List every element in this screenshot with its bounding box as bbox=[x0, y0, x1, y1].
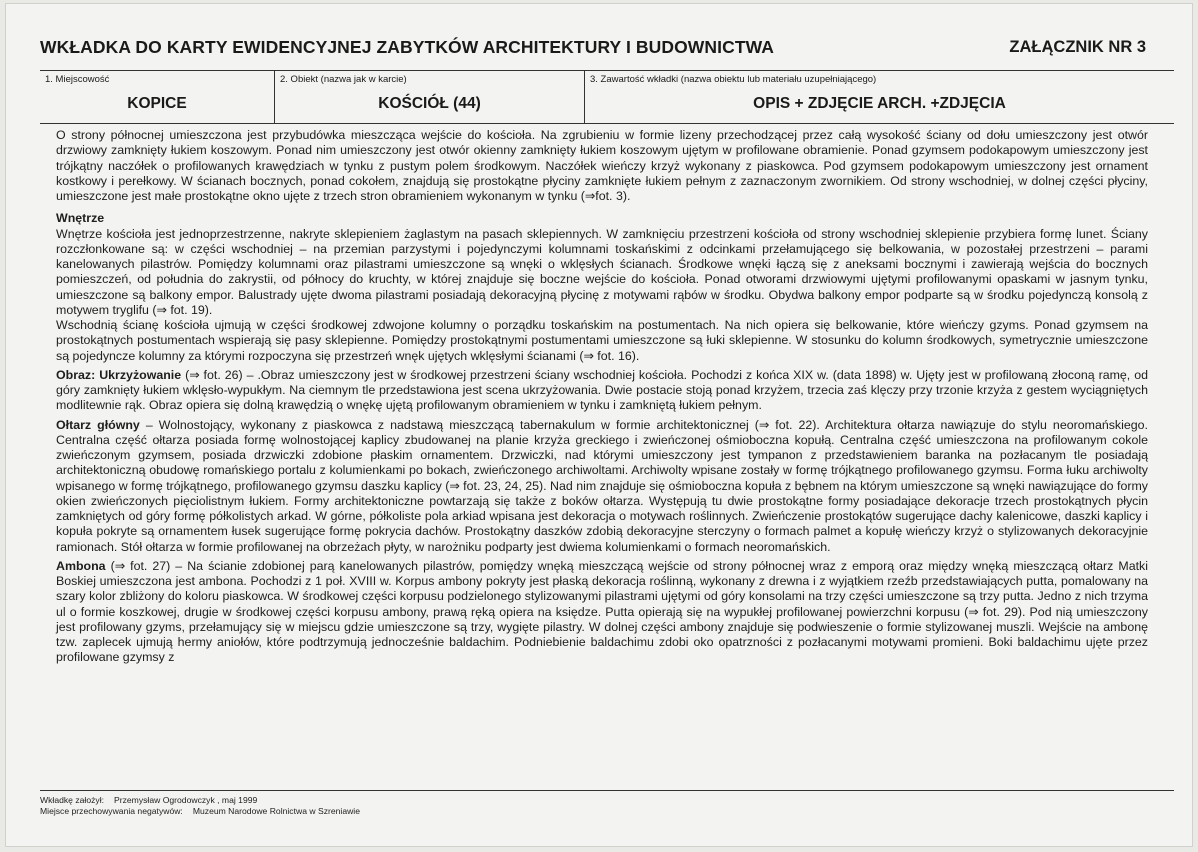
field-contents-label: 3. Zawartość wkładki (nazwa obiektu lub materiału uzupełniającego) bbox=[590, 74, 877, 85]
painting-heading: Obraz: Ukrzyżowanie bbox=[56, 367, 182, 382]
paragraph-interior-1: Wnętrze kościoła jest jednoprzestrzenne, nakryte sklepieniem żaglastym na pasach sklepiennych. W zamknięciu przestrzeni kościoła od strony wschodniej sklepienie przybiera formę lunet. Ściany rozczłonkowane są: w części wschodniej – na przemian parzystymi i pojedynczymi kolumnami toskańskimi z odcinkami przełamującego się belkowania, w pozostałej przestrzeni – parami kanelowanych pilastrów. Pomiędzy kolumnami oraz pilastrami umieszczone są wnęki o wklęsłych ścianach. Środkowe wnęki łączą się z aneksami bocznymi i zawierają wejścia do bocznych pomieszczeń, od południa do zakrystii, od północy do kruchty, w której znajduje się boczne wejście do kościoła. Ponad otworami drzwiowymi ujętymi profilowanymi opaskami w jasnym tynku, umieszczone są balkony empor. Balustrady ujęte dwoma pilastrami posiadają dekoracyjną płycinę z motywami rąbów w środku. Obydwa balkony empor podparte są w środku pojedynczą konsolą z motywem tryglifu (⇒ fot. 19). bbox=[56, 226, 1148, 317]
field-object bbox=[274, 71, 584, 123]
paragraph-main-altar bbox=[56, 418, 1148, 555]
altar-heading: Ołtarz główny bbox=[56, 417, 140, 432]
footer-author-label: Wkładkę założył: bbox=[40, 795, 104, 805]
annex-number: ZAŁĄCZNIK NR 3 bbox=[1009, 37, 1146, 56]
document-header bbox=[40, 34, 1152, 60]
footer-author-row bbox=[40, 795, 1174, 806]
painting-text: (⇒ fot. 26) – .Obraz umieszczony jest w środkowej przestrzeni ściany wschodniej kościoła. Pochodzi z końca XIX w. (data 1898) w. Ujęty jest w profilowaną złoconą ramę, od góry zamknięty łukiem wklęsło-wypukłym. Na ciemnym tle przedstawiona jest scena ukrzyżowania. Dwie postacie stoją ponad krzyżem, trzecia zaś klęczy przy trzonie krzyża z gestem wyciągniętych modlitewnie rąk. Obraz opiera się dolną krawędzią o wnękę ujętą profilowanym obramieniem w tynku i zamkniętą łukiem pełnym. bbox=[56, 367, 1148, 413]
altar-text: – Wolnostojący, wykonany z piaskowca z nadstawą mieszczącą tabernakulum w formie architektonicznej (⇒ fot. 22). Architektura ołtarza nawiązuje do stylu neoromańskiego. Centralna część ołtarza posiada formę wolnostojącej kaplicy zbudowanej na planie krzyża greckiego i zwieńczonej ośmioboczna kopułą. Centralna część umieszczona na profilowanym cokole zwieńczonym gzymsem, posiada drzwiczki zdobione płaskim ornamentem. Drzwiczki, nad którymi umieszczony jest tympanon z przedstawieniem baranka na pozłacanym tle posiadają architektoniczną obudowę romańskiego portalu z kolumienkami po bokach, zwieńczonego archiwoltami. Archiwolty wpisane zostały w formę trójkątnego profilowanego gzymsu. Forma łuku archiwolty wpisanego w formę trójkątnego, profilowanego gzymsu daszku kaplicy (⇒ fot. 23, 24, 25). Nad nim znajduje się ośmioboczna kopuła z bębnem na którym umieszczone są wnęki nawiązujące do formy okien zwieńczonych pięciolistnym łukiem. Formy architektoniczne powtarzają się także z boków ołtarza. Występują tu dwie prostokątne formy posiadające dekoracje trzech prostokątnych płycin zamkniętych od góry formę półkolistych arkad. W górne, półkoliste pola arkiad wpisana jest dekoracja o motywach roślinnych. Zwieńczenie prostokątów sugerujące dachy kalenicowe, daszki kaplicy i kopuła pokryte są ornamentem łusek sugerujące formę pokrycia dachów. Prostokątny daszków zdobią dekoracyjne sterczyny o formach palmet a kopułę wieńczy krzyż o stylizowanych dekoracyjnie ramionach. Stół ołtarza w formie profilowanej na obrzeżach płyty, w narożniku podparty jest dwiema kolumienkami o formach neoromańskich. bbox=[56, 417, 1148, 554]
field-contents-value: OPIS + ZDJĘCIE ARCH. +ZDJĘCIA bbox=[753, 95, 1006, 112]
document-footer bbox=[40, 790, 1174, 817]
footer-storage-value: Muzeum Narodowe Rolnictwa w Szreniawie bbox=[192, 806, 360, 816]
field-object-value: KOŚCIÓŁ (44) bbox=[378, 95, 481, 112]
field-contents bbox=[584, 71, 1174, 123]
page-title: WKŁADKA DO KARTY EWIDENCYJNEJ ZABYTKÓW ARCHITEKTURY I BUDOWNICTWA bbox=[40, 36, 775, 57]
pulpit-heading: Ambona bbox=[56, 558, 106, 573]
paragraph-interior-2: Wschodnią ścianę kościoła ujmują w części środkowej zdwojone kolumny o porządku toskańskim na postumentach. Na nich opiera się belkowanie, które wieńczy gzyms. Ponad gzymsem na prostokątnych postumentach wspierają się pasy sklepienne. Pomiędzy prostokątnymi postumentami umieszczone są łuki sklepienne. W stosunku do kolumn środkowych, symetrycznie umieszczone są pojedyncze kolumny za którymi rozpoczyna się przestrzeń wnęk ujętych wklęsłymi ścianami (⇒ fot. 16). bbox=[56, 318, 1148, 363]
document-sheet bbox=[6, 4, 1192, 846]
pulpit-text: (⇒ fot. 27) – Na ścianie zdobionej parą kanelowanych pilastrów, pomiędzy wnęką mieszczącą wejście od strony północnej wraz z emporą oraz między wnęką mieszczącą ołtarz Matki Boskiej umieszczona jest ambona. Pochodzi z 1 poł. XVIII w. Korpus ambony pokryty jest płaską dekoracja roślinną, wykonany z drewna i z wyjątkiem rzeźb przedstawiających putta, pomalowany na szary kolor zbliżony do koloru piaskowca. W środkowej części korpusu podzielonego stylizowanymi pilastrami ujętymi od góry konsolami na trzy części umieszczone są trzy putta. Jedno z nich trzyma ul o formie koszkowej, drugie w środkowej części korpusu ambony, prawą ręką opiera na księdze. Putta opierają się na wypukłej profilowanej powierzchni korpusu (⇒ fot. 29). Pod nią umieszczony jest profilowany gzyms, przełamujący się w miejscu gdzie umieszczone są trzy, wygięte pilastry. W dolnej części ambony znajduje się podwieszenie o formie stylizowanej muszli. Wejście na ambonę tzw. zaplecek ujmują hermy aniołów, które podtrzymują jednocześnie baldachim. Podniebienie baldachimu zdobi oko opatrzności z pozłacanymi motywami promieni. Boki baldachimu ujęte przez profilowane gzymsy z bbox=[56, 558, 1148, 665]
section-heading-interior: Wnętrze bbox=[56, 211, 105, 226]
field-locality-label: 1. Miejscowość bbox=[45, 74, 110, 85]
footer-storage-row bbox=[40, 806, 1174, 817]
paragraph-pulpit bbox=[56, 559, 1148, 666]
footer-author-value: Przemysław Ogrodowczyk , maj 1999 bbox=[114, 795, 258, 805]
field-object-label: 2. Obiekt (nazwa jak w karcie) bbox=[280, 74, 407, 85]
field-locality bbox=[40, 71, 274, 123]
header-fields-table bbox=[40, 70, 1174, 124]
footer-storage-label: Miejsce przechowywania negatywów: bbox=[40, 806, 183, 816]
paragraph-exterior-north: O strony północnej umieszczona jest przybudówka mieszcząca wejście do kościoła. Na zgrubieniu w formie lizeny przechodzącej przez całą wysokość ściany od dołu umieszczony jest otwór drzwiowy zamknięty łukiem koszowym. Ponad nim umieszczony jest otwór okienny zamknięty łukiem koszowym ujętym w profilowane obramienie. Ponad gzymsem podokapowym umieszczony jest trójkątny naczółek o profilowanych krawędziach w tynku z pustym polem środkowym. Naczółek wieńczy krzyż wykonany z piaskowca. Pod gzymsem podokapowym umieszczony jest ornament kostkowy i perełkowy. W ścianach bocznych, ponad cokołem, znajdują się prostokątne płyciny zamknięte łukiem pełnym z zaznaczonym zwornikiem. Od strony wschodniej, w dolnej części płyciny, umieszczone jest małe prostokątne okno ujęte z trzech stron obramieniem wykonanym w tynku (⇒fot. 3). bbox=[56, 128, 1148, 203]
description-body bbox=[56, 128, 1148, 666]
field-locality-value: KOPICE bbox=[127, 95, 187, 112]
paragraph-painting bbox=[56, 368, 1148, 414]
